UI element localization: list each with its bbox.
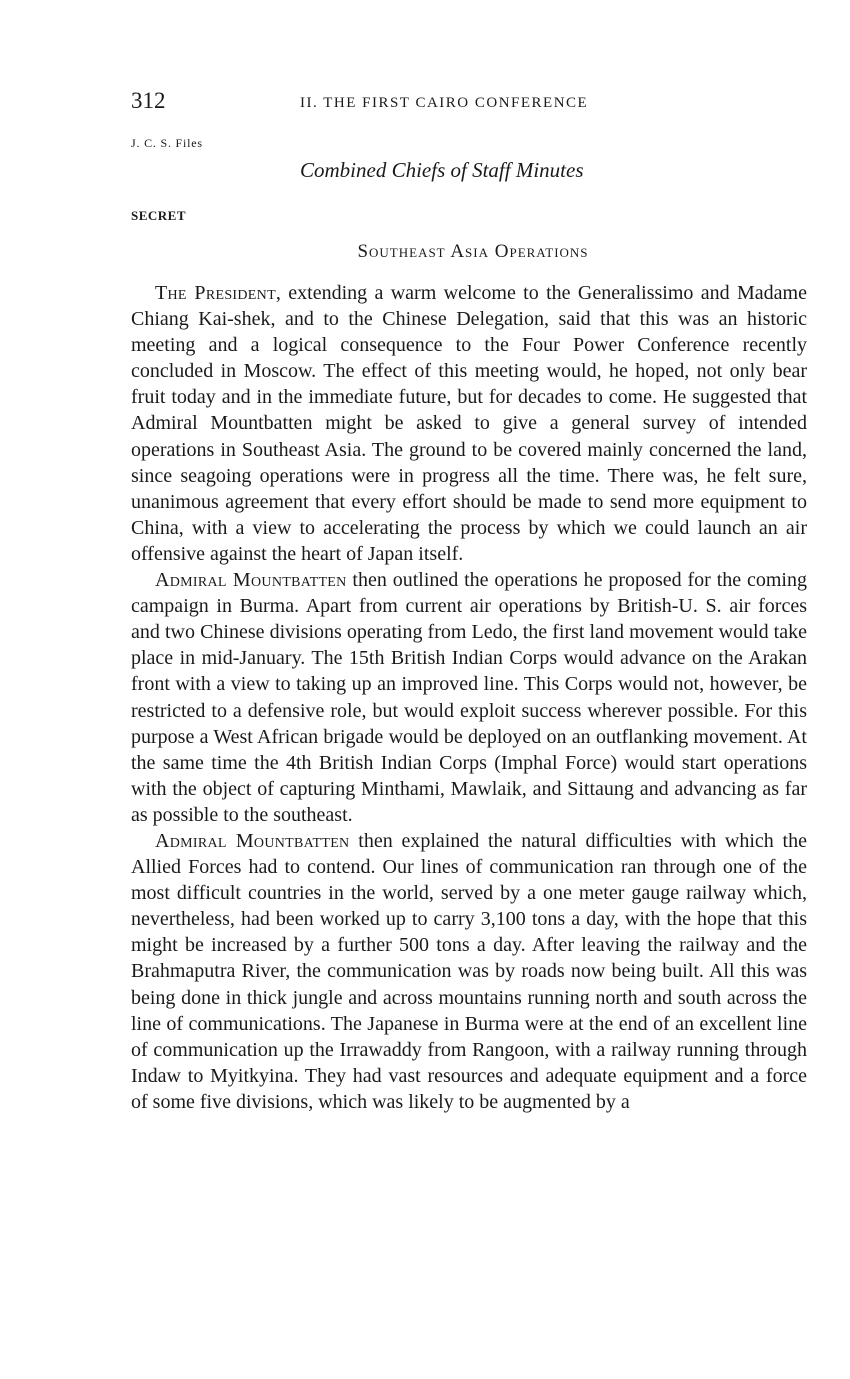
page-number: 312: [131, 88, 166, 113]
speaker-name: Admiral Mountbatten: [155, 829, 350, 852]
paragraph-text: then outlined the operations he proposed for the coming campaign in Burma. Apart from current air operations by British-U. S. air forces and two Chinese divisions operating from Ledo, the first land movement would take place in mid-January. The 15th British Indian Corps would advance on the Arakan front with a view to taking up an improved line. This Corps would not, however, be restricted to a defensive role, but would exploit success wherever possible. For this purpose a West African brigade would be deployed on an outflanking movement. At the same time the 4th British Indian Corps (Imphal Force) would start operations with the object of capturing Minthami, Mawlaik, and Sittaung and advancing as far as possible to the southeast.: [131, 569, 807, 826]
section-heading: Southeast Asia Operations: [357, 241, 589, 262]
paragraph-2: [131, 567, 807, 828]
document-title: Combined Chiefs of Staff Minutes: [300, 158, 584, 182]
paragraph-3: [131, 828, 807, 1115]
paragraph-text: , extending a warm welcome to the Generalissimo and Madame Chiang Kai-shek, and to the Chinese Delegation, said that this was an historic meeting and a logical consequence to the Four Power Conference recently concluded in Moscow. The effect of this meeting would, he hoped, not only bear fruit today and in the immediate future, but for decades to come. He suggested that Admiral Mountbatten might be asked to give a general survey of intended operations in Southeast Asia. The ground to be covered mainly concerned the land, since seagoing operations were in progress all the time. There was, he felt sure, unanimous agreement that every effort should be made to send more equipment to China, with a view to accelerating the process by which we could launch an air offensive against the heart of Japan itself.: [131, 282, 807, 565]
speaker-name: Admiral Mountbatten: [155, 569, 347, 592]
paragraph-1: [131, 280, 807, 567]
classification-label: SECRET: [131, 208, 187, 223]
running-title: II. THE FIRST CAIRO CONFERENCE: [300, 95, 589, 111]
source-label: J. C. S. Files: [131, 136, 203, 150]
paragraph-text: then explained the natural difficulties with which the Allied Forces had to contend. Our lines of communication ran through one of the most difficult countries in the world, served by a one meter gauge railway which, nevertheless, had been worked up to carry 3,100 tons a day, with the hope that this might be increased by a further 500 tons a day. After leaving the railway and the Brahmaputra River, the communication was by roads now being built. All this was being done in thick jungle and across mountains running north and south across the line of communications. The Japanese in Burma were at the end of an excellent line of communication up the Irrawaddy from Rangoon, with a railway running through Indaw to Myitkyina. They had vast resources and adequate equipment and a force of some five divisions, which was likely to be augmented by a: [131, 829, 807, 1113]
body-text: [131, 280, 807, 1115]
speaker-name: The President: [155, 282, 276, 304]
